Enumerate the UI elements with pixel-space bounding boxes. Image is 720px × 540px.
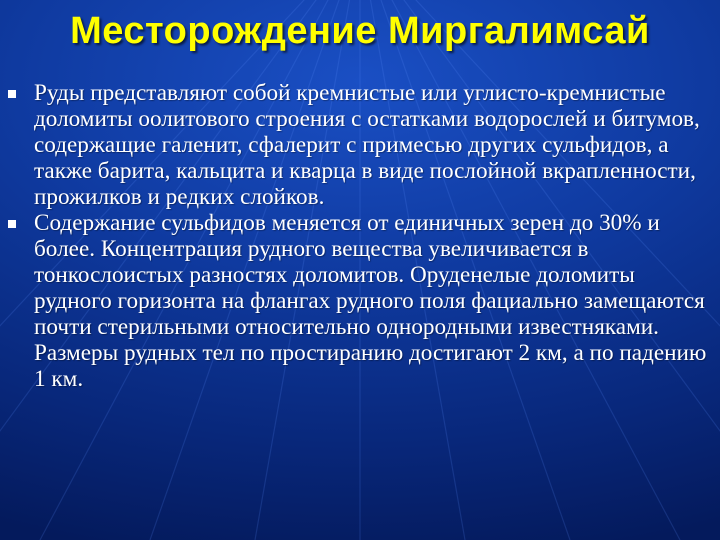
bullet-item	[8, 80, 708, 210]
slide-title: Месторождение Миргалимсай	[70, 10, 650, 52]
square-bullet-icon	[8, 220, 16, 228]
square-bullet-icon	[8, 90, 16, 98]
bullet-item	[8, 210, 708, 392]
bullet-text: Руды представляют собой кремнистые или углисто-кремнистые доломиты оолитового строения с остатками водорослей и битумов, содержащие галенит, сфалерит с примесью других сульфидов, а также барита, кальцита и кварца в виде послойной вкрапленности, прожилков и редких слойков.	[34, 80, 700, 210]
bullet-list	[8, 80, 708, 392]
bullet-text: Содержание сульфидов меняется от единичных зерен до 30% и более. Концентрация рудного вещества увеличивается в тонкослоистых разностях доломитов. Оруденелые доломиты рудного горизонта на флангах рудного поля фациально замещаются почти стерильными относительно однородными известняками. Размеры рудных тел по простиранию достигают 2 км, а по падению 1 км.	[34, 210, 707, 392]
